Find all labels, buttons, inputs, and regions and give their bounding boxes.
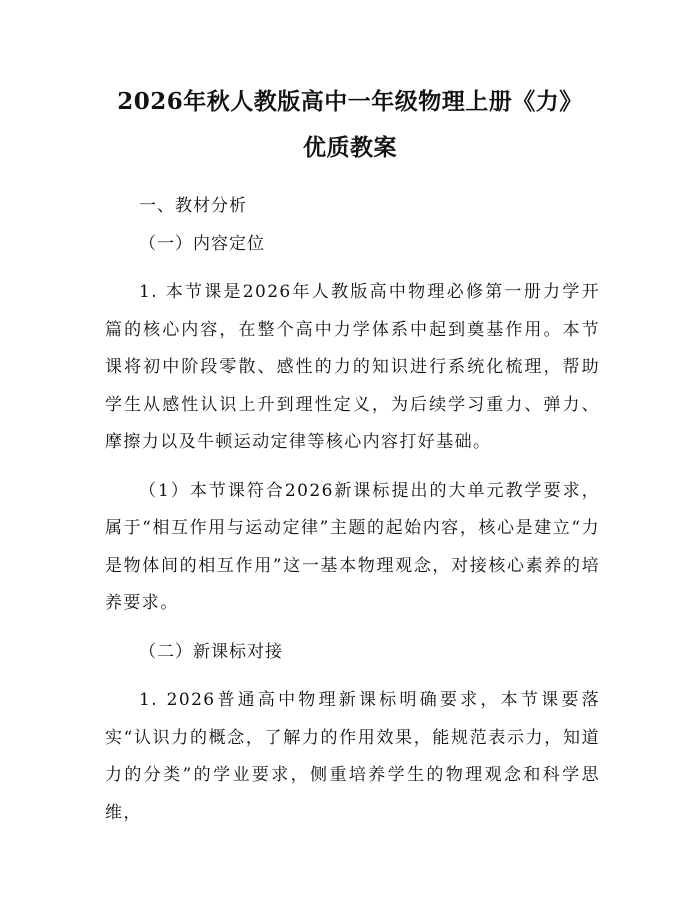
document-title-line-1: 2026年秋人教版高中一年级物理上册《力》	[117, 88, 583, 115]
paragraph-1: 1. 本节课是2026年人教版高中物理必修第一册力学开篇的核心内容，在整个高中力学体系中起到奠基作用。本节课将初中阶段零散、感性的力的知识进行系统化梳理，帮助学生从感性认识上升到理性定义，为后续学习重力、弹力、摩擦力以及牛顿运动定律等核心内容打好基础。	[105, 282, 600, 452]
spacer	[105, 263, 600, 274]
subsection-heading-curriculum-alignment: （二）新课标对接	[139, 641, 283, 662]
document-title-line-2: 优质教案	[303, 134, 397, 161]
paragraph-3: 1. 2026普通高中物理新课标明确要求，本节课要落实“认识力的概念，了解力的作用效果，能规范表示力，知道力的分类”的学业要求，侧重培养学生的物理观念和科学思维，	[105, 690, 600, 823]
paragraph-2: （1）本节课符合2026新课标提出的大单元教学要求，属于“相互作用与运动定律”主题的起始内容，核心是建立“力是物体间的相互作用”这一基本物理观念，对接核心素养的培养要求。	[105, 480, 600, 613]
section-heading-textbook-analysis: 一、教材分析	[139, 196, 247, 216]
subsection-heading-content-positioning: （一）内容定位	[139, 233, 265, 254]
spacer	[105, 623, 600, 634]
spacer	[105, 462, 600, 473]
document-body	[105, 188, 600, 832]
spacer	[105, 671, 600, 682]
